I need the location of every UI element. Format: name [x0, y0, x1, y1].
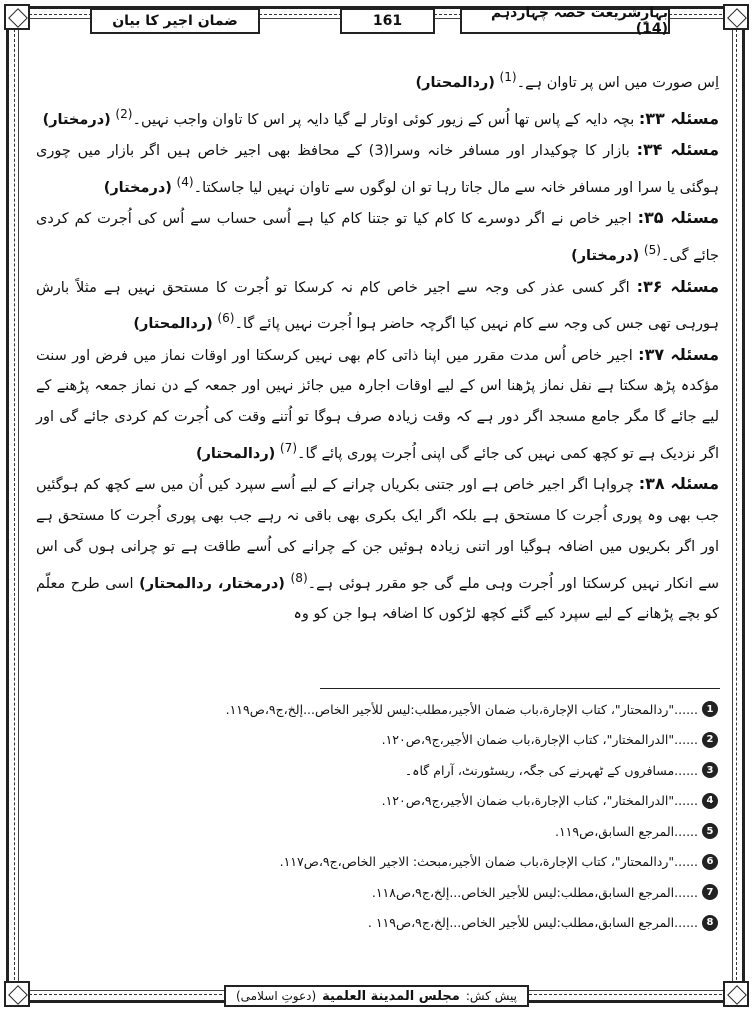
footnote-number-badge: 7: [702, 884, 718, 900]
footnote-ref: (8): [290, 570, 308, 585]
masala-paragraph: [36, 340, 719, 470]
footnote-ref: (1): [499, 70, 517, 84]
footnote-ref: (2): [115, 106, 133, 121]
masala-paragraph: [36, 62, 719, 99]
publisher-suffix: (دعوتِ اسلامی): [236, 989, 317, 1003]
masala-paragraph: [36, 469, 719, 629]
footnote-number-badge: 8: [702, 915, 718, 931]
chapter-title-text: ضمان اجیر کا بیان: [112, 13, 238, 29]
footnote-text: ......مسافروں کے ٹھہرنے کی جگہ، ریسٹورنٹ، آرام گاہ۔: [404, 762, 698, 778]
masala-paragraph: [36, 203, 719, 271]
footnote-separator: [320, 688, 720, 689]
masala-text: بچہ دایہ کے پاس تھا اُس کے زیور کوئی اوتار لے گیا دایہ پر اس کا تاوان واجب نہیں۔: [132, 111, 635, 128]
footnote-number-badge: 3: [702, 762, 718, 778]
page-number: [340, 8, 435, 34]
corner-ornament-icon: [4, 4, 30, 30]
footnote-ref: (6): [217, 311, 235, 326]
book-title: [460, 5, 670, 37]
source-reference: (درمختار، ردالمحتار): [139, 575, 285, 592]
masala-text: اِس صورت میں اس پر تاوان ہے۔: [516, 74, 719, 91]
footnote-ref: (4): [176, 174, 194, 189]
masala-text: اگر کسی عذر کی وجہ سے اجیر خاص کام نہ کرسکا تو اُجرت کا مستحق نہیں ہے مثلاً بارش ہورہی تھی جس کی وجہ سے کام نہیں کیا اگرچہ حاضر ہوا اُجرت نہیں پائے گا۔: [36, 279, 719, 333]
masala-label: مسئلہ ۳۵:: [637, 208, 720, 228]
main-text: [36, 62, 719, 630]
book-title-text: بہارِشریعت حصہ چہاردہم (14): [490, 5, 668, 37]
source-reference: (ردالمحتار): [133, 316, 213, 333]
masala-text: اجیر خاص اُس مدت مقرر میں اپنا ذاتی کام بھی نہیں کرسکتا اور اوقات نماز میں فرض اور سنت مؤکدہ پڑھ سکتا ہے نفل نماز پڑھنا اس کے لیے اوقات اجارہ میں جائز نہیں اور جمعہ کے دن نماز جمعہ پڑھنے کے لیے جائے گا مگر جامع مسجد اگر دور ہے کہ وقت زیادہ صرف ہوگا تو اُتنے وقت کی اُجرت کم کردی جائے گی اور اگر نزدیک ہے تو کچھ کمی نہیں کی جائے گی اپنی اُجرت پوری پائے گا۔: [36, 347, 719, 462]
publisher-prefix: پیش کش:: [465, 989, 517, 1003]
footnote-text: ......"ردالمحتار"، كتاب الإجارة،باب ضمان الأجير،مبحث: الاجير الخاص،ج٩،ص١١٧.: [279, 854, 698, 870]
corner-ornament-icon: [723, 4, 749, 30]
masala-text: بازار کا چوکیدار اور مسافر خانہ وسرا(3) کے محافظ بھی اجیر خاص ہیں اگر بازار میں چوری ہوگئی یا سرا اور مسافر خانہ سے مال جاتا رہا تو ان لوگوں سے تاوان نہیں لیا جاسکتا۔: [36, 143, 719, 196]
footnote-text: ......المرجع السابق،ص١١٩.: [554, 823, 698, 839]
masala-paragraph: [36, 135, 719, 203]
footnote-ref: (5): [643, 243, 661, 257]
page-footer: [0, 985, 753, 1007]
masala-text: اجیر خاص نے اگر دوسرے کا کام کیا تو جتنا کام کیا ہے اُسی حساب سے اُس کی اُجرت کم کردی جائے گی۔: [36, 211, 719, 264]
masala-label: مسئلہ ۳۴:: [636, 140, 719, 160]
masala-label: مسئلہ ۳۳:: [638, 108, 719, 128]
page-header: [90, 5, 670, 37]
footnote-item: [90, 847, 718, 878]
masala-paragraph: [36, 99, 719, 136]
chapter-title: [90, 8, 260, 34]
footnote-text: ......المرجع السابق،مطلب:ليس للأجير الخاص...إلخ،ج٩،ص١١٨.: [371, 884, 698, 900]
footnotes: [90, 694, 718, 938]
source-reference: (درمختار): [571, 247, 640, 264]
masala-label: مسئلہ ۳۷:: [638, 344, 720, 364]
footnote-item: [90, 816, 718, 847]
source-reference: (درمختار): [42, 111, 111, 128]
footnote-text: ......"الدرالمختار"، كتاب الإجارة،باب ضمان الأجير،ج٩،ص١٢٠.: [381, 732, 698, 748]
publisher-name: مجلس المدينة العلمية: [322, 988, 460, 1004]
footnote-text: ......"الدرالمختار"، كتاب الإجارة،باب ضمان الأجير،ج٩،ص١٢٠.: [381, 793, 698, 809]
footnote-text: ......المرجع السابق،مطلب:ليس للأجير الخاص...إلخ،ج٩،ص١١٩ .: [367, 915, 698, 931]
footnote-number-badge: 4: [702, 793, 718, 809]
footnote-item: [90, 755, 718, 786]
footnote-number-badge: 1: [702, 701, 718, 717]
masala-label: مسئلہ ۳۸:: [638, 474, 719, 494]
footnote-item: [90, 908, 718, 939]
page-number-text: 161: [372, 13, 403, 29]
footnote-number-badge: 5: [702, 823, 718, 839]
footnote-item: [90, 725, 718, 756]
source-reference: (ردالمحتار): [415, 74, 495, 91]
footnote-number-badge: 2: [702, 732, 718, 748]
masala-label: مسئلہ ۳۶:: [636, 276, 719, 296]
footnote-item: [90, 877, 718, 908]
publisher-box: [224, 985, 529, 1007]
source-reference: (درمختار): [103, 179, 172, 196]
source-reference: (ردالمحتار): [195, 445, 276, 462]
masala-paragraph: [36, 272, 719, 340]
footnote-item: [90, 694, 718, 725]
footnote-number-badge: 6: [702, 854, 718, 870]
masala-text: چرواہا اگر اجیر خاص ہے اور جتنی بکریاں چرانے کے لیے اُسے سپرد کیں اُن میں سے کچھ کم ہوگئیں جب بھی وہ پوری اُجرت کا مستحق ہے بلکہ اگر ایک بکری بھی باقی نہ رہے جب بھی پوری اُجرت کا مستحق ہے اور اگر بکریوں میں اضافہ ہوگیا اور اتنی زیادہ ہوئیں جن کے چرانے کی اُسے طاقت ہے تو چرانی ہوں گی اس سے انکار نہیں کرسکتا اور اُجرت وہی ملے گی جو مقرر ہوئی ہے۔: [36, 477, 720, 592]
footnote-ref: (7): [279, 440, 298, 455]
footnote-item: [90, 786, 718, 817]
footnote-text: ......"ردالمحتار"، كتاب الإجارة،باب ضمان الأجير،مطلب:ليس للأجير الخاص...إلخ،ج٩،ص١١٩.: [225, 701, 698, 717]
continuation-text: اسی طرح معلّم کو بچے پڑھانے کے لیے سپرد کیے گئے کچھ لڑکوں کا اضافہ ہوا جن کو وہ: [36, 575, 719, 623]
